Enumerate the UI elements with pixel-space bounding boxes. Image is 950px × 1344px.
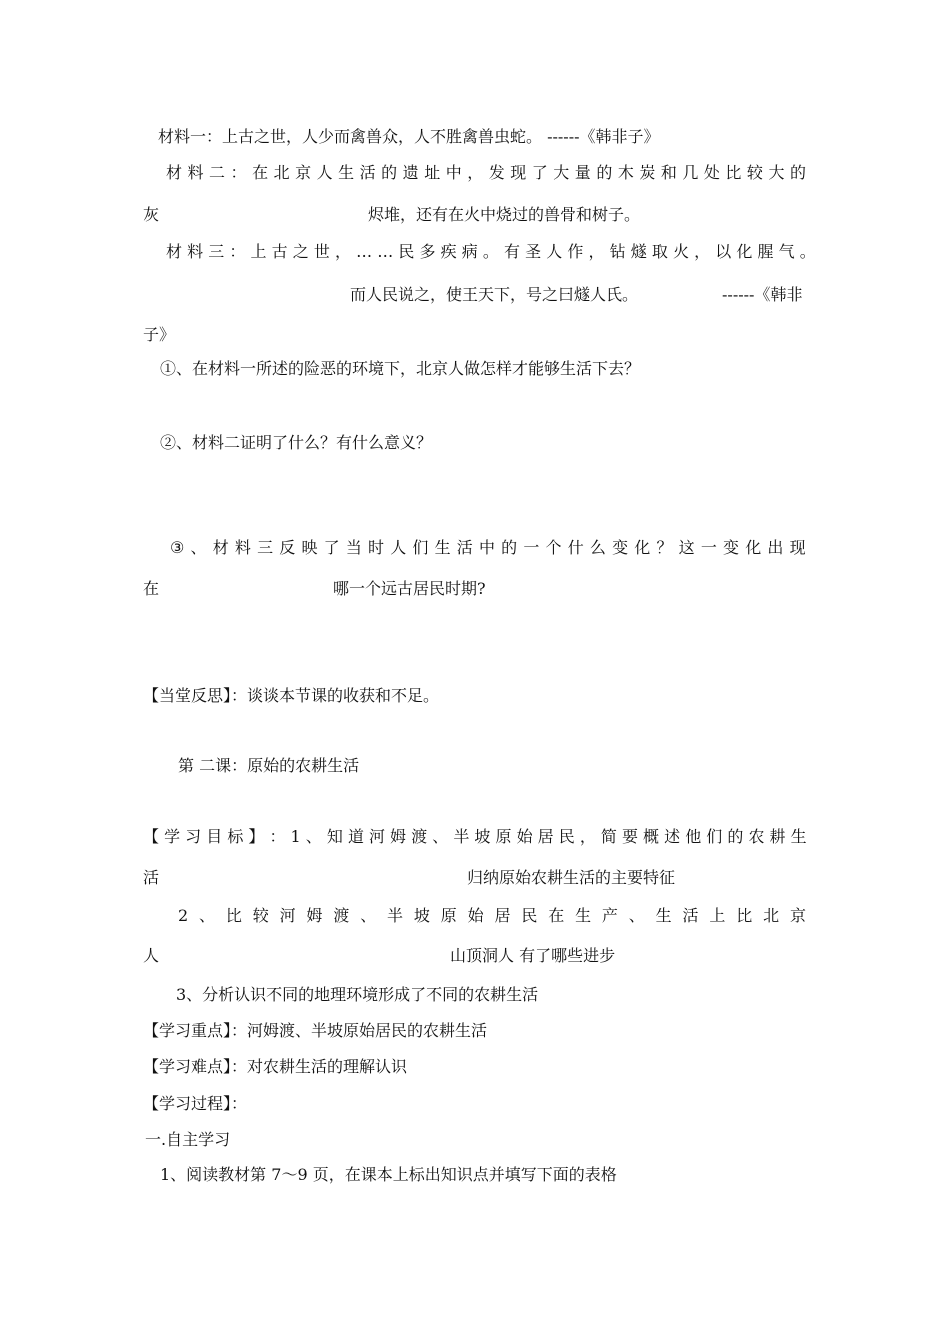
process-heading: 【学习过程】： [143, 1094, 248, 1113]
material-three-source: ------《韩非 [722, 285, 803, 304]
question-two: ②、材料二证明了什么？有什么意义？ [160, 433, 433, 452]
material-two-line-1: 材 料 二 ： 在 北 京 人 生 活 的 遗 址 中 ， 发 现 了 大 量 的 木 炭 和 几 处 比 较 大 的 [166, 163, 806, 182]
goal-two-line-1: 2 、 比 较 河 姆 渡 、 半 坡 原 始 居 民 在 生 产 、 生 活 上 比 北 京 [178, 906, 806, 925]
self-study-heading: 一.自主学习 [145, 1130, 231, 1149]
key-point-heading: 【学习重点】：河姆渡、半坡原始居民的农耕生活 [143, 1021, 488, 1040]
goal-one-line-2-end: 归纳原始农耕生活的主要特征 [467, 868, 676, 887]
reflection-heading: 【当堂反思】：谈谈本节课的收获和不足。 [143, 686, 440, 705]
goal-two-line-2-start: 人 [143, 946, 160, 965]
goal-one-line-1: 【 学 习 目 标 】 ： 1 、 知 道 河 姆 渡 、 半 坡 原 始 居 民 ， 简 要 概 述 他 们 的 农 耕 生 [143, 827, 807, 846]
step-one: 1、阅读教材第 7～9 页，在课本上标出知识点并填写下面的表格 [160, 1165, 617, 1184]
material-two-line-2-start: 灰 [143, 205, 160, 224]
question-three-line-2-end: 哪一个远古居民时期? [333, 579, 486, 598]
question-three-line-2-start: 在 [143, 579, 160, 598]
material-three-line-2: 而人民说之，使王天下，号之曰燧人氏。 [350, 285, 639, 304]
goal-three: 3、分析认识不同的地理环境形成了不同的农耕生活 [176, 985, 539, 1004]
question-three-line-1: ③ 、 材 料 三 反 映 了 当 时 人 们 生 活 中 的 一 个 什 么 变 化 ？ 这 一 变 化 出 现 [170, 538, 806, 557]
material-two-line-2-end: 烬堆，还有在火中烧过的兽骨和树子。 [368, 205, 641, 224]
goal-two-line-2-end: 山顶洞人 有了哪些进步 [450, 946, 616, 965]
goal-one-line-2-start: 活 [143, 868, 160, 887]
material-three-line-3: 子》 [143, 325, 176, 344]
difficulty-heading: 【学习难点】：对农耕生活的理解认识 [143, 1057, 408, 1076]
material-three-line-1: 材 料 三 ： 上 古 之 世 ， … … 民 多 疾 病 。 有 圣 人 作 ， 钻 燧 取 火 ， 以 化 腥 气 。 [166, 242, 816, 261]
material-one: 材料一：上古之世，人少而禽兽众，人不胜禽兽虫蛇。 ------《韩非子》 [158, 127, 660, 146]
lesson-title: 第 二课：原始的农耕生活 [178, 756, 360, 775]
question-one: ①、在材料一所述的险恶的环境下，北京人做怎样才能够生活下去？ [160, 359, 641, 378]
